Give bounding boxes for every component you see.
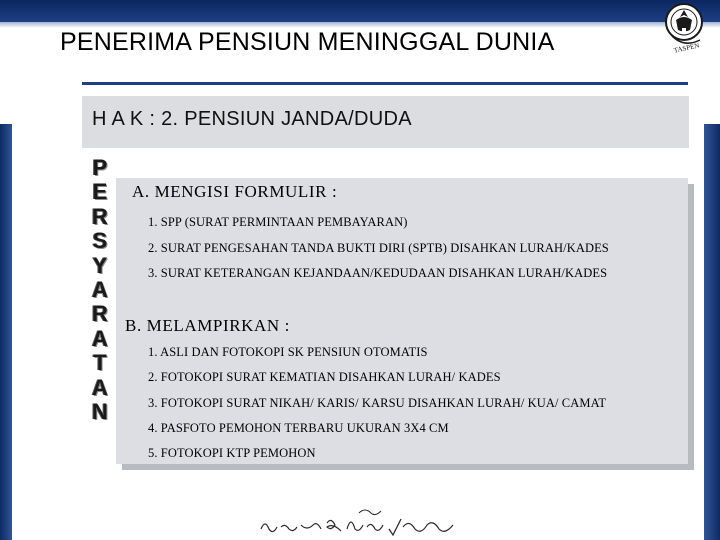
vertical-letter: A	[92, 325, 108, 351]
right-side-bar	[704, 124, 720, 540]
section-b-item: 2. FOTOKOPI SURAT KEMATIAN DISAHKAN LURAH/ KADES	[148, 370, 501, 384]
section-a-heading: A. MENGISI FORMULIR :	[132, 182, 338, 201]
taspen-logo	[660, 0, 712, 58]
section-b-heading: B. MELAMPIRKAN :	[125, 316, 290, 335]
vertical-letter: E	[92, 179, 108, 205]
section-b-item: 4. PASFOTO PEMOHON TERBARU UKURAN 3X4 CM	[148, 421, 449, 435]
page-title: PENERIMA PENSIUN MENINGGAL DUNIA	[60, 28, 555, 56]
section-b-item: 5. FOTOKOPI KTP PEMOHON	[148, 446, 316, 460]
section-a-item: 2. SURAT PENGESAHAN TANDA BUKTI DIRI (SPTB) DISAHKAN LURAH/KADES	[148, 241, 609, 255]
vertical-letter: Y	[92, 252, 108, 278]
section-a-item: 3. SURAT KETERANGAN KEJANDAAN/KEDUDAAN DISAHKAN LURAH/KADES	[148, 266, 608, 280]
vertical-letter: A	[92, 374, 108, 400]
left-side-bar	[0, 124, 12, 540]
vertical-letter: A	[92, 276, 108, 302]
vertical-letter: T	[93, 350, 107, 376]
section-b-item: 1. ASLI DAN FOTOKOPI SK PENSIUN OTOMATIS	[148, 345, 428, 359]
vertical-letter: P	[92, 155, 108, 180]
vertical-letter: R	[92, 301, 108, 327]
logo-text: TASPEN	[673, 41, 701, 55]
vertical-letter: R	[92, 203, 108, 229]
top-header-bar	[0, 0, 720, 22]
vertical-letter: N	[92, 398, 108, 424]
section-b-item: 3. FOTOKOPI SURAT NIKAH/ KARIS/ KARSU DISAHKAN LURAH/ KUA/ CAMAT	[148, 396, 607, 410]
subtitle: H A K : 2. PENSIUN JANDA/DUDA	[92, 108, 412, 130]
subtitle-box	[82, 96, 689, 148]
vertical-word-persyaratan	[86, 156, 114, 424]
tagline-signature	[255, 505, 465, 539]
section-a-item: 1. SPP (SURAT PERMINTAAN PEMBAYARAN)	[148, 215, 408, 229]
title-underline	[82, 82, 688, 85]
vertical-letter: S	[92, 228, 108, 254]
